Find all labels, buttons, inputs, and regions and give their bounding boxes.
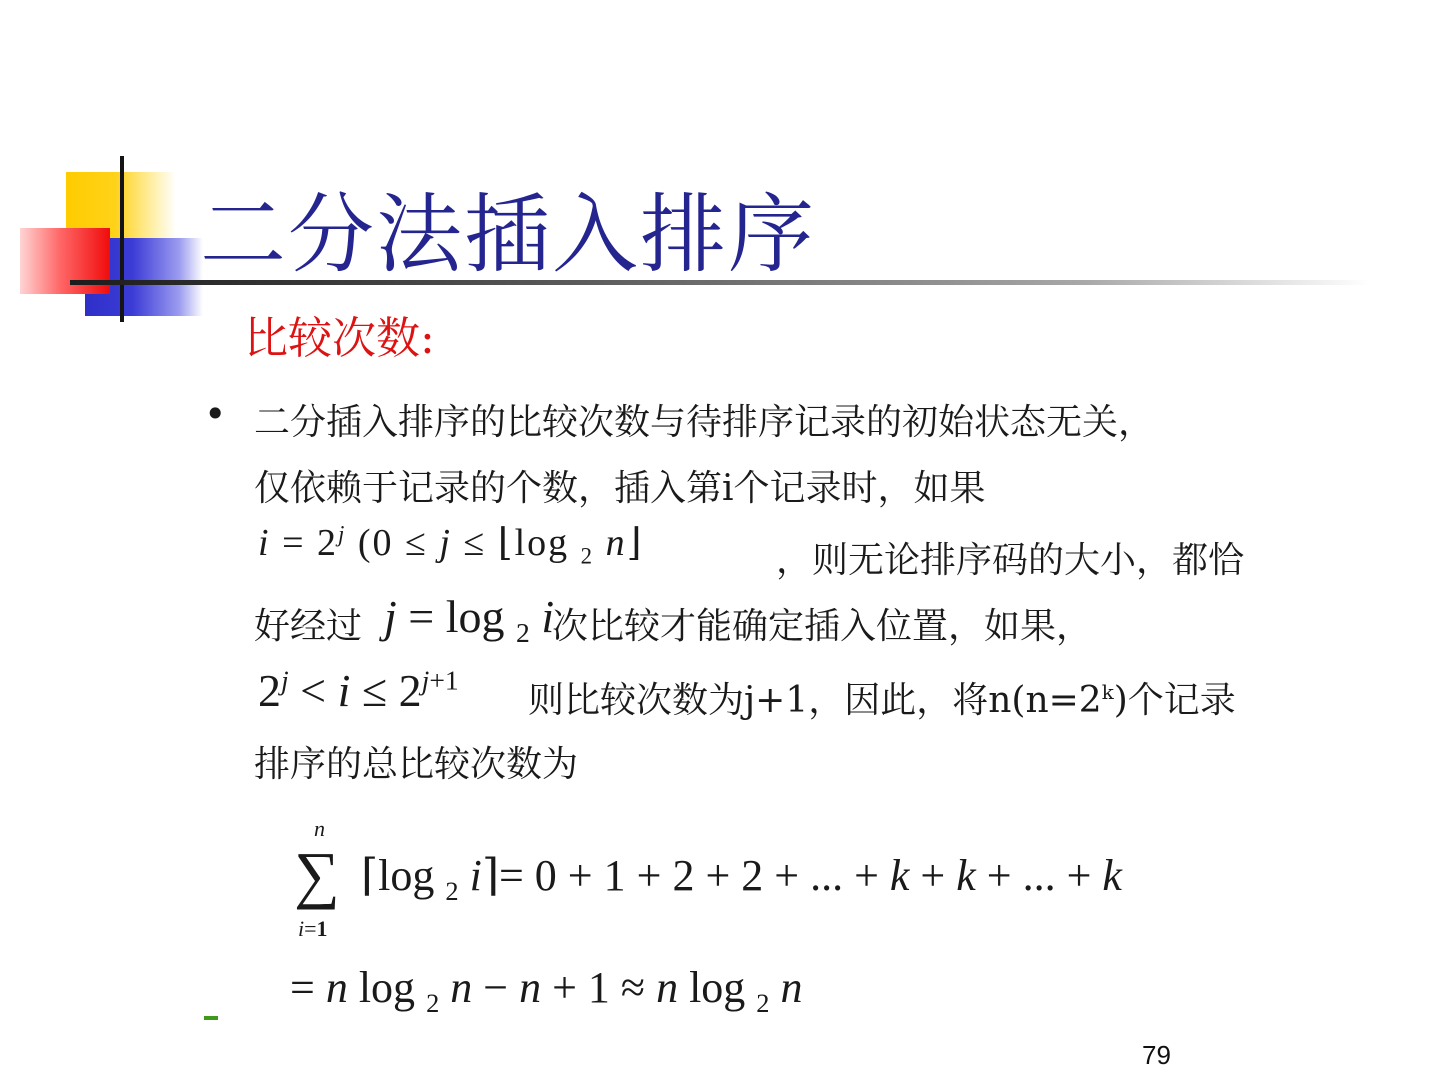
slide-title: 二分法插入排序 — [200, 185, 816, 285]
bullet-point: • — [204, 392, 227, 436]
body-line-5-start: 则比较次数为j+1，因此，将n(n=2 — [528, 680, 1102, 721]
body-line-4-end: 次比较才能确定插入位置，如果， — [552, 606, 1093, 647]
decor-vertical-line — [120, 156, 124, 322]
body-line-3: ，则无论排序码的大小，都恰 — [776, 540, 1245, 581]
page-number: 79 — [1142, 1040, 1171, 1070]
body-line-1: 二分插入排序的比较次数与待排序记录的初始状态无关， — [254, 402, 1155, 443]
formula-2j-lt-i-le-2j1: $2^j < i \le 2^{j+1}$ — [258, 664, 459, 716]
body-line-2: 仅依赖于记录的个数，插入第i个记录时，如果 — [254, 468, 986, 509]
body-line-6: 排序的总比较次数为 — [254, 744, 579, 785]
sigma-symbol: n ∑ i=1 — [294, 816, 340, 941]
slide-subtitle: 比较次数: — [244, 313, 435, 364]
green-dash-mark — [204, 1016, 218, 1020]
formula-summation: n ∑ i=1 ⌈log $_2$ i⌉= 0 + 1 + 2 + 2 + ... + k + k + ... + k — [290, 820, 1122, 940]
body-line-4 — [254, 598, 1092, 649]
formula-j-equals-log-i: j = log $_2$ i — [384, 591, 555, 649]
body-line-4-start: 好经过 — [254, 606, 363, 647]
formula-result: = n log $_2$ n − n + 1 ≈ n log $_2$ n — [290, 963, 803, 1018]
body-line-5 — [528, 672, 1236, 723]
body-line-5-sup: k — [1101, 681, 1114, 704]
formula-i-equals-2-power-j: $i = 2^j$ (0 ≤ j ≤ ⌊log $_2$ n⌋ — [258, 521, 644, 569]
body-line-5-end: )个记录 — [1113, 680, 1236, 721]
